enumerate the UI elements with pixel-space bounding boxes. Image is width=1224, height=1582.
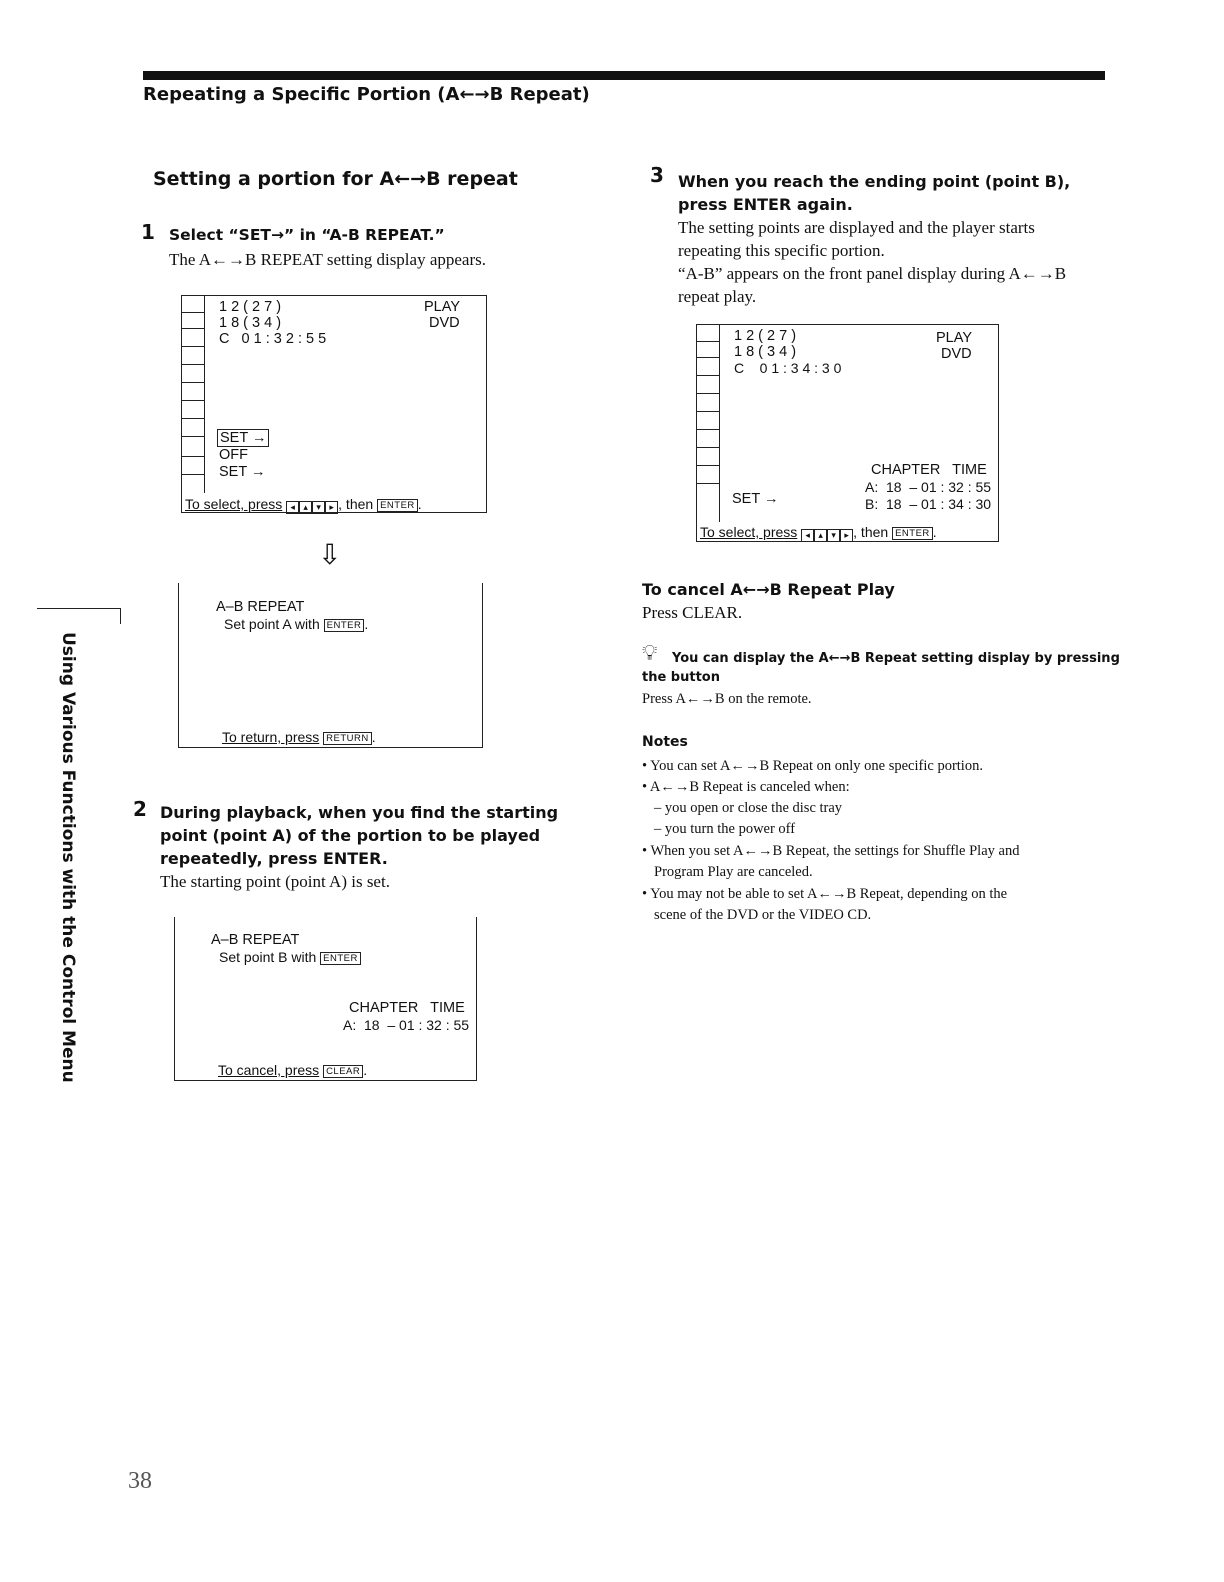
osd-column-header: CHAPTER TIME xyxy=(871,462,987,478)
menu-slot xyxy=(182,346,205,365)
menu-slot xyxy=(182,436,205,457)
osd-footer: To cancel, press CLEAR . xyxy=(218,1062,368,1078)
osd-screen-point-b xyxy=(174,917,477,1081)
step-body-1: The A←→B REPEAT setting display appears. xyxy=(169,250,486,269)
enter-key: ENTER xyxy=(324,619,365,632)
menu-slot xyxy=(697,341,720,358)
enter-key: ENTER xyxy=(377,499,418,512)
menu-slot xyxy=(182,400,205,419)
note-item-cont: scene of the DVD or the VIDEO CD. xyxy=(654,907,872,923)
osd-time: C 0 1 : 3 4 : 3 0 xyxy=(734,360,842,376)
sidebar-rule-tick xyxy=(120,608,121,624)
osd-time: C 0 1 : 3 2 : 5 5 xyxy=(219,331,327,347)
arrow-left-key-icon: ◂ xyxy=(801,529,814,542)
cancel-body: Press CLEAR. xyxy=(642,603,743,622)
osd-point-a-value: A: 18 – 01 : 32 : 55 xyxy=(865,479,992,495)
osd-disc-type: DVD xyxy=(429,315,460,331)
osd-ab-label: A–B REPEAT xyxy=(216,599,305,615)
tip-title-line1: You can display the A←→B Repeat setting display by pressing xyxy=(672,651,1120,666)
section-title: Repeating a Specific Portion (A←→B Repeat) xyxy=(143,84,590,105)
step-body-3b: “A-B” appears on the front panel display during A←→B repeat play. xyxy=(678,264,1067,306)
arrow-down-key-icon: ▾ xyxy=(312,501,325,514)
osd-point-a-value: A: 18 – 01 : 32 : 55 xyxy=(343,1017,470,1033)
note-item: • A←→B Repeat is canceled when: xyxy=(642,779,850,795)
cancel-heading: To cancel A←→B Repeat Play xyxy=(642,580,895,599)
step-body-2: The starting point (point A) is set. xyxy=(160,872,390,891)
menu-slot xyxy=(697,357,720,376)
osd-instruction: Set point A with ENTER . xyxy=(224,616,369,632)
step-number-2: 2 xyxy=(133,797,147,821)
menu-slot xyxy=(697,375,720,394)
menu-slot xyxy=(182,474,205,493)
menu-slot xyxy=(697,325,720,341)
step-title-2: During playback, when you find the starting point (point A) of the portion to be played repeatedly, press ENTER. xyxy=(160,803,559,868)
arrow-up-key-icon: ▴ xyxy=(299,501,312,514)
osd-ab-label: A–B REPEAT xyxy=(211,932,300,948)
return-key: RETURN xyxy=(323,732,372,745)
osd-title-number: 1 2 ( 2 7 ) xyxy=(219,299,282,315)
option-off[interactable]: OFF xyxy=(219,447,248,463)
menu-slot xyxy=(697,465,720,484)
tip-title-line2: the button xyxy=(642,670,720,685)
clear-key: CLEAR xyxy=(323,1065,363,1078)
osd-instruction: Set point B with ENTER xyxy=(219,949,361,965)
osd-title-number: 1 2 ( 2 7 ) xyxy=(734,328,797,344)
note-subitem: – you turn the power off xyxy=(654,821,796,837)
note-subitem: – you open or close the disc tray xyxy=(654,800,843,816)
step-title-1: Select “SET→” in “A-B REPEAT.” xyxy=(169,226,445,244)
osd-footer: To return, press RETURN . xyxy=(222,729,376,745)
subsection-title: Setting a portion for A←→B repeat xyxy=(153,168,518,190)
sidebar-label: Using Various Functions with the Control Menu xyxy=(58,632,78,1083)
option-set[interactable]: SET → xyxy=(219,464,266,480)
note-item: • When you set A←→B Repeat, the settings for Shuffle Play and xyxy=(642,843,1020,859)
note-item: • You may not be able to set A←→B Repeat, depending on the xyxy=(642,886,1008,902)
osd-point-b-value: B: 18 – 01 : 34 : 30 xyxy=(865,496,992,512)
option-set-selected[interactable]: SET → xyxy=(217,429,269,447)
step-title-3: When you reach the ending point (point B), press ENTER again. xyxy=(678,172,1071,214)
menu-slot xyxy=(182,328,205,347)
osd-play-status: PLAY xyxy=(936,330,973,346)
header-rule xyxy=(143,71,1105,80)
note-item: • You can set A←→B Repeat on only one specific portion. xyxy=(642,758,983,774)
lightbulb-icon: 💡︎ xyxy=(642,640,658,665)
menu-slot xyxy=(182,418,205,437)
enter-key: ENTER xyxy=(320,952,361,965)
osd-chapter-number: 1 8 ( 3 4 ) xyxy=(219,315,282,331)
menu-slot xyxy=(697,411,720,430)
menu-slot xyxy=(182,312,205,329)
arrow-down-key-icon: ▾ xyxy=(827,529,840,542)
arrow-up-key-icon: ▴ xyxy=(814,529,827,542)
osd-footer: To select, press ◂ ▴ ▾ ▸ , then ENTER . xyxy=(185,496,422,512)
menu-slot xyxy=(697,393,720,412)
step-body-3a: The setting points are displayed and the player starts repeating this specific portion. xyxy=(678,218,1035,260)
step-number-3: 3 xyxy=(650,163,664,187)
menu-slot xyxy=(182,456,205,475)
arrow-right-key-icon: ▸ xyxy=(325,501,338,514)
step-number-1: 1 xyxy=(141,220,155,244)
menu-slot xyxy=(182,296,205,312)
osd-play-status: PLAY xyxy=(424,299,461,315)
arrow-right-key-icon: ▸ xyxy=(840,529,853,542)
tip-body: Press A←→B on the remote. xyxy=(642,691,812,707)
sidebar-rule xyxy=(37,608,121,609)
osd-screen-setting xyxy=(181,295,487,513)
osd-column-header: CHAPTER TIME xyxy=(349,1000,465,1016)
notes-heading: Notes xyxy=(642,734,688,750)
sidebar-tab xyxy=(52,632,82,1083)
enter-key: ENTER xyxy=(892,527,933,540)
menu-slot xyxy=(697,447,720,466)
menu-slot xyxy=(697,483,720,522)
osd-footer: To select, press ◂ ▴ ▾ ▸ , then ENTER . xyxy=(700,524,937,540)
option-set[interactable]: SET → xyxy=(732,491,779,507)
page-number: 38 xyxy=(128,1468,152,1494)
menu-slot xyxy=(182,364,205,383)
menu-slot xyxy=(182,382,205,401)
osd-chapter-number: 1 8 ( 3 4 ) xyxy=(734,344,797,360)
down-arrow-icon: ⇩ xyxy=(318,540,342,571)
menu-slot xyxy=(697,429,720,448)
osd-screen-point-a xyxy=(178,583,483,748)
arrow-left-key-icon: ◂ xyxy=(286,501,299,514)
osd-disc-type: DVD xyxy=(941,346,972,362)
note-item-cont: Program Play are canceled. xyxy=(654,864,813,880)
osd-screen-ab-set xyxy=(696,324,999,542)
